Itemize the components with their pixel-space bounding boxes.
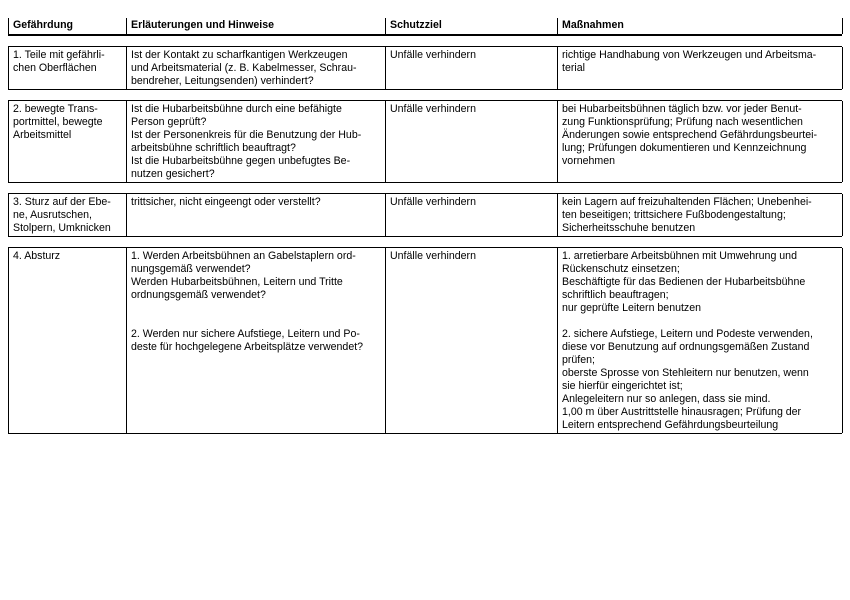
- cell-gefaehrdung: [9, 194, 127, 236]
- table-row: [8, 247, 842, 434]
- cell-line: zung Funktionsprüfung; Prüfung nach wesentlichen: [562, 116, 803, 128]
- cell-line: Person geprüft?: [131, 116, 207, 128]
- cell-schutzziel: [386, 248, 558, 433]
- cell-line: portmittel, bewegte: [13, 116, 103, 128]
- cell-erlaeuterungen: [127, 101, 386, 182]
- table-header: [8, 18, 842, 36]
- cell-line: Unfälle verhindern: [390, 250, 476, 262]
- cell-line: Ist die Hubarbeitsbühne durch eine befähigte: [131, 103, 342, 115]
- cell-line: diese vor Benutzung auf ordnungsgemäßen Zustand: [562, 341, 810, 353]
- cell-line: Änderungen sowie entsprechend Gefährdungsbeurtei-: [562, 129, 818, 141]
- table-body: [8, 36, 842, 434]
- cell-gefaehrdung: [9, 248, 127, 433]
- cell-line: [131, 315, 381, 328]
- row-spacer: [8, 237, 842, 247]
- cell-line: Unfälle verhindern: [390, 49, 476, 61]
- cell-line: chen Oberflächen: [13, 62, 97, 74]
- cell-line: vornehmen: [562, 155, 615, 167]
- cell-line: sie hierfür eingerichtet ist;: [562, 380, 683, 392]
- cell-line: arbeitsbühne schriftlich beauftragt?: [131, 142, 296, 154]
- cell-line: terial: [562, 62, 585, 74]
- cell-line: bei Hubarbeitsbühnen täglich bzw. vor jeder Benut-: [562, 103, 802, 115]
- cell-line: richtige Handhabung von Werkzeugen und Arbeitsma-: [562, 49, 817, 61]
- table-row: [8, 46, 842, 90]
- cell-line: Leitern entsprechend Gefährdungsbeurteilung: [562, 419, 779, 431]
- cell-line: Sicherheitsschuhe benutzen: [562, 222, 696, 234]
- cell-gefaehrdung: [9, 47, 127, 89]
- cell-line: [562, 315, 838, 328]
- header-erlaeuterungen: Erläuterungen und Hinweise: [127, 18, 386, 34]
- hazard-assessment-table: [8, 18, 842, 434]
- cell-erlaeuterungen: [127, 47, 386, 89]
- cell-erlaeuterungen: [127, 194, 386, 236]
- cell-line: lung; Prüfungen dokumentieren und Kennzeichnung: [562, 142, 807, 154]
- cell-line: oberste Sprosse von Stehleitern nur benutzen, wenn: [562, 367, 809, 379]
- cell-massnahmen: [558, 248, 843, 433]
- cell-line: 1,00 m über Austrittstelle hinausragen; Prüfung der: [562, 406, 802, 418]
- cell-line: nur geprüfte Leitern benutzen: [562, 302, 701, 314]
- cell-line: bendreher, Leitungsenden) verhindert?: [131, 75, 314, 87]
- cell-line: deste für hochgelegene Arbeitsplätze verwendet?: [131, 341, 364, 353]
- cell-massnahmen: [558, 194, 843, 236]
- table-row: [8, 193, 842, 237]
- cell-line: nutzen gesichert?: [131, 168, 215, 180]
- cell-line: 2. Werden nur sichere Aufstiege, Leitern und Po-: [131, 328, 360, 340]
- table-row: [8, 100, 842, 183]
- cell-line: ne, Ausrutschen,: [13, 209, 92, 221]
- cell-line: Rückenschutz einsetzen;: [562, 263, 680, 275]
- cell-line: 3. Sturz auf der Ebe-: [13, 196, 111, 208]
- cell-line: Unfälle verhindern: [390, 103, 476, 115]
- cell-line: 1. Werden Arbeitsbühnen an Gabelstaplern ord-: [131, 250, 356, 262]
- cell-line: Werden Hubarbeitsbühnen, Leitern und Tritte: [131, 276, 343, 288]
- cell-line: trittsicher, nicht eingeengt oder verstellt?: [131, 196, 321, 208]
- cell-schutzziel: [386, 101, 558, 182]
- cell-line: kein Lagern auf freizuhaltenden Flächen; Unebenhei-: [562, 196, 812, 208]
- row-spacer: [8, 36, 842, 46]
- header-gefaehrdung: Gefährdung: [9, 18, 127, 34]
- cell-line: Anlegeleitern nur so anlegen, dass sie mind.: [562, 393, 771, 405]
- cell-line: 1. Teile mit gefährli-: [13, 49, 105, 61]
- cell-line: prüfen;: [562, 354, 595, 366]
- cell-line: 2. sichere Aufstiege, Leitern und Podeste verwenden,: [562, 328, 813, 340]
- cell-line: ten beseitigen; trittsichere Fußbodengestaltung;: [562, 209, 786, 221]
- header-massnahmen: Maßnahmen: [558, 18, 843, 34]
- cell-line: ordnungsgemäß verwendet?: [131, 289, 266, 301]
- cell-line: und Arbeitsmaterial (z. B. Kabelmesser, Schrau-: [131, 62, 357, 74]
- cell-line: 1. arretierbare Arbeitsbühnen mit Umwehrung und: [562, 250, 797, 262]
- cell-erlaeuterungen: [127, 248, 386, 433]
- cell-line: [131, 302, 381, 315]
- cell-line: Arbeitsmittel: [13, 129, 72, 141]
- cell-line: 4. Absturz: [13, 250, 61, 262]
- cell-line: Stolpern, Umknicken: [13, 222, 111, 234]
- cell-massnahmen: [558, 47, 843, 89]
- cell-line: Beschäftigte für das Bedienen der Hubarbeitsbühne: [562, 276, 806, 288]
- cell-line: Unfälle verhindern: [390, 196, 476, 208]
- cell-line: Ist die Hubarbeitsbühne gegen unbefugtes Be-: [131, 155, 351, 167]
- cell-line: Ist der Personenkreis für die Benutzung der Hub-: [131, 129, 362, 141]
- cell-line: schriftlich beauftragen;: [562, 289, 669, 301]
- row-spacer: [8, 183, 842, 193]
- cell-schutzziel: [386, 194, 558, 236]
- cell-line: Ist der Kontakt zu scharfkantigen Werkzeugen: [131, 49, 348, 61]
- cell-line: 2. bewegte Trans-: [13, 103, 98, 115]
- row-spacer: [8, 90, 842, 100]
- cell-massnahmen: [558, 101, 843, 182]
- cell-gefaehrdung: [9, 101, 127, 182]
- header-schutzziel: Schutzziel: [386, 18, 558, 34]
- cell-schutzziel: [386, 47, 558, 89]
- cell-line: nungsgemäß verwendet?: [131, 263, 251, 275]
